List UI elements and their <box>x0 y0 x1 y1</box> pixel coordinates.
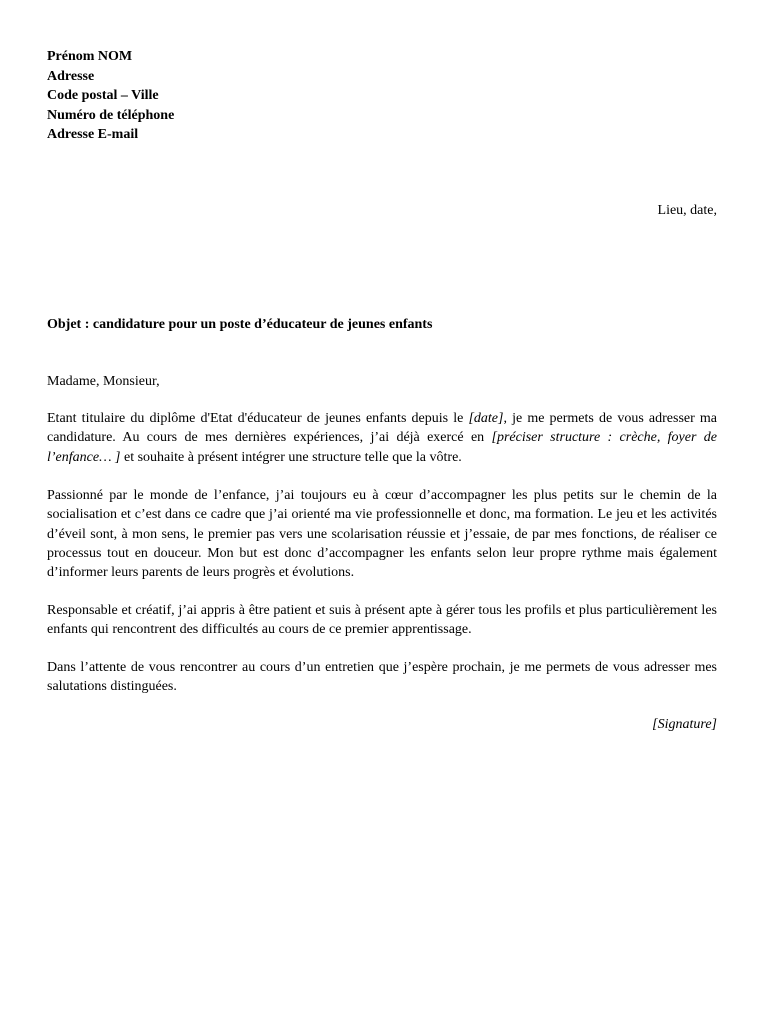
sender-address: Adresse <box>47 68 95 84</box>
letter-subject: Objet : candidature pour un poste d’éducateur de jeunes enfants <box>47 317 433 332</box>
signature-placeholder: [Signature] <box>652 717 717 732</box>
sender-phone: Numéro de téléphone <box>47 107 175 123</box>
paragraph-3: Responsable et créatif, j’ai appris à être patient et suis à présent apte à gérer tous les profils et plus particulièrement les enfants qui rencontrent des difficultés au cours de ce premier apprentissage. <box>47 603 717 638</box>
paragraph-1 <box>47 409 717 467</box>
paragraph-2: Passionné par le monde de l’enfance, j’ai toujours eu à cœur d’accompagner les plus petits sur le chemin de la socialisation et c’est dans ce cadre que j’ai orienté ma vie professionnelle et donc, ma formation. Le jeu et les activités d’éveil sont, à mon sens, le premier pas vers une scolarisation réussie et j’essaie, de par mes fonctions, de réaliser ce processus tout en douceur. Mon but est donc d’accompagner les enfants selon leur propre rythme mais également d’informer leurs parents de leurs progrès et évolutions. <box>47 488 717 581</box>
sender-postal-city: Code postal – Ville <box>47 88 159 103</box>
salutation: Madame, Monsieur, <box>47 374 160 389</box>
sender-block <box>47 47 174 145</box>
sender-name: Prénom NOM <box>47 49 133 64</box>
paragraph-1-part-1: Etant titulaire du diplôme d'Etat d'éducateur de jeunes enfants depuis le <box>47 411 469 426</box>
place-date: Lieu, date, <box>657 203 717 218</box>
structure-placeholder: [préciser structure : crèche, foyer de l’enfance… ] <box>47 430 717 465</box>
paragraph-1-part-3: et souhaite à présent intégrer une structure telle que la vôtre. <box>120 449 462 465</box>
sender-email: Adresse E-mail <box>47 127 139 142</box>
paragraph-4: Dans l’attente de vous rencontrer au cours d’un entretien que j’espère prochain, je me permets de vous adresser mes salutations distinguées. <box>47 660 717 695</box>
paragraph-1-part-2: , je me permets de vous adresser ma candidature. Au cours de mes dernières expériences, j’ai déjà exercé en <box>47 411 718 446</box>
date-placeholder: [date] <box>468 411 504 426</box>
